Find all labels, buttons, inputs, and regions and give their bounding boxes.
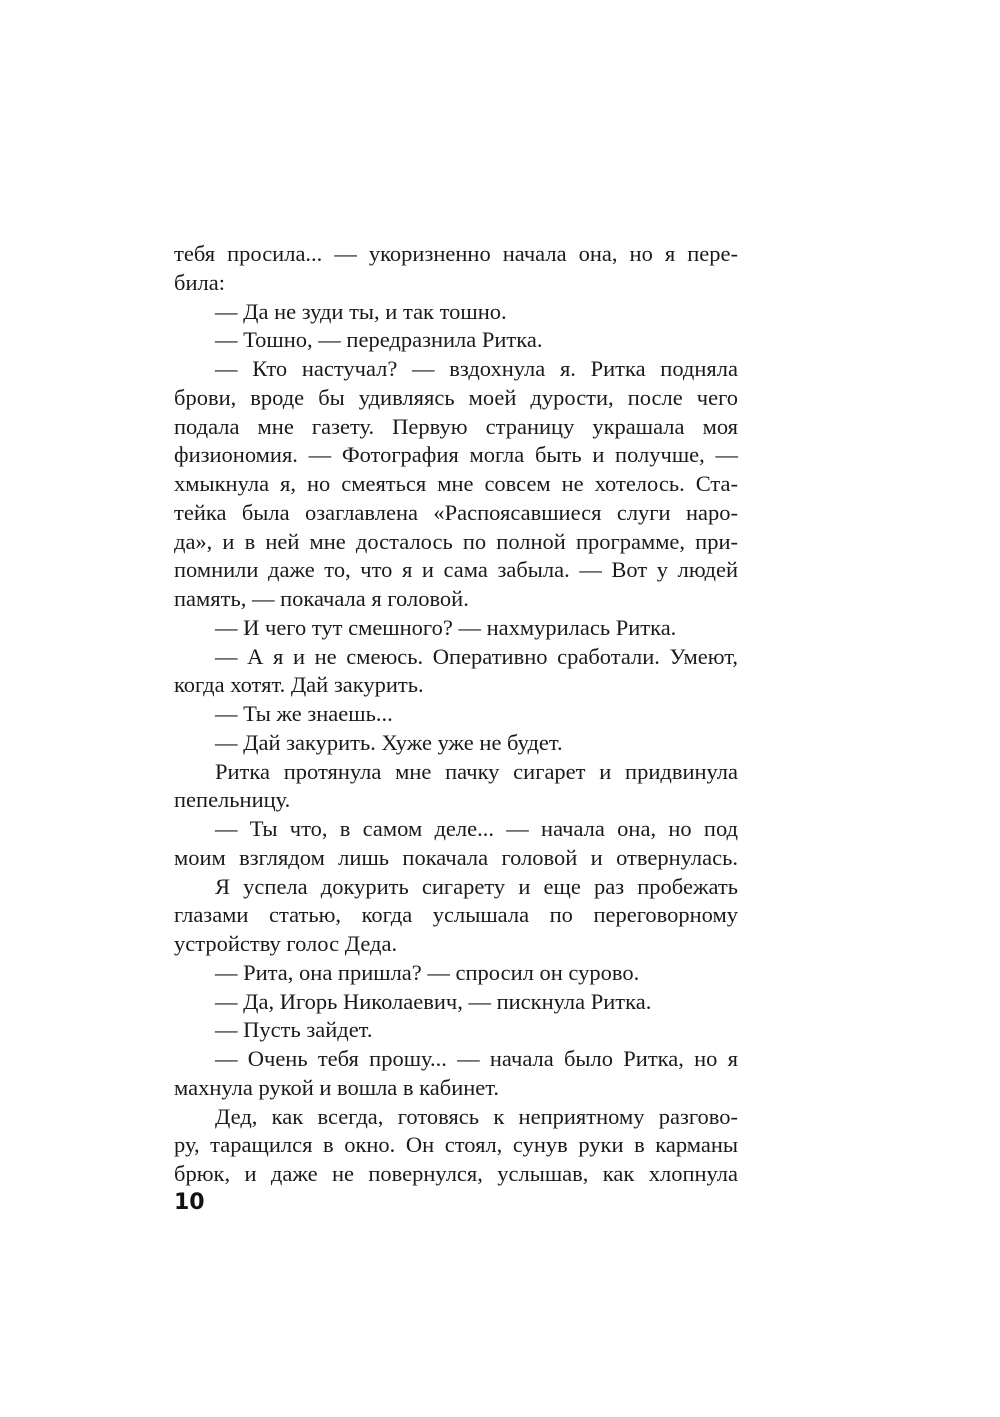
text-line: — Да не зуди ты, и так тошно.: [215, 298, 507, 324]
text-line: тейка была озаглавлена «Распоясавшиеся слуги наро-: [174, 499, 738, 525]
book-page-text: [174, 240, 738, 1189]
text-line: ру, таращился в окно. Он стоял, сунув руки в карманы: [174, 1132, 738, 1158]
page-number: 10: [174, 1190, 205, 1215]
text-line: подала мне газету. Первую страницу украшала моя: [174, 413, 738, 439]
text-line: — Пусть зайдет.: [215, 1017, 373, 1043]
text-line: — И чего тут смешного? — нахмурилась Ритка.: [215, 614, 677, 640]
text-line: била:: [174, 269, 225, 295]
text-line: хмыкнула я, но смеяться мне совсем не хотелось. Ста-: [174, 471, 738, 496]
text-line: — Очень тебя прошу... — начала было Ритка, но я: [215, 1046, 738, 1071]
text-line: Я успела докурить сигарету и еще раз пробежать: [215, 873, 738, 899]
text-line: моим взглядом лишь покачала головой и отвернулась.: [174, 844, 738, 870]
text-line: — А я и не смеюсь. Оперативно сработали. Умеют,: [215, 643, 738, 669]
text-line: память, — покачала я головой.: [174, 586, 469, 611]
text-line: глазами статью, когда услышала по переговорному: [174, 902, 738, 928]
text-line: — Дай закурить. Хуже уже не будет.: [215, 729, 563, 755]
text-line: брови, вроде бы удивляясь моей дурости, после чего: [174, 384, 738, 410]
text-line: Дед, как всегда, готовясь к неприятному разгово-: [215, 1103, 738, 1129]
text-line: да», и в ней мне досталось по полной программе, при-: [174, 528, 738, 554]
text-line: — Рита, она пришла? — спросил он сурово.: [215, 959, 640, 985]
text-line: — Ты же знаешь...: [215, 701, 393, 726]
text-line: помнили даже то, что я и сама забыла. — Вот у людей: [174, 557, 738, 583]
text-line: махнула рукой и вошла в кабинет.: [174, 1074, 500, 1100]
text-line: Ритка протянула мне пачку сигарет и придвинула: [215, 758, 738, 784]
text-line: когда хотят. Дай закурить.: [174, 672, 424, 698]
text-line: — Да, Игорь Николаевич, — пискнула Ритка.: [215, 988, 652, 1014]
text-line: брюк, и даже не повернулся, услышав, как хлопнула: [174, 1161, 738, 1186]
text-line: устройству голос Деда.: [174, 931, 398, 956]
text-line: — Кто настучал? — вздохнула я. Ритка подняла: [215, 356, 738, 381]
text-line: тебя просила... — укоризненно начала она, но я пере-: [174, 241, 738, 266]
text-line: — Тошно, — передразнила Ритка.: [215, 327, 543, 353]
text-line: физиономия. — Фотография могла быть и получше, —: [174, 442, 738, 468]
text-line: пепельницу.: [174, 787, 291, 813]
text-line: — Ты что, в самом деле... — начала она, но под: [215, 816, 738, 841]
